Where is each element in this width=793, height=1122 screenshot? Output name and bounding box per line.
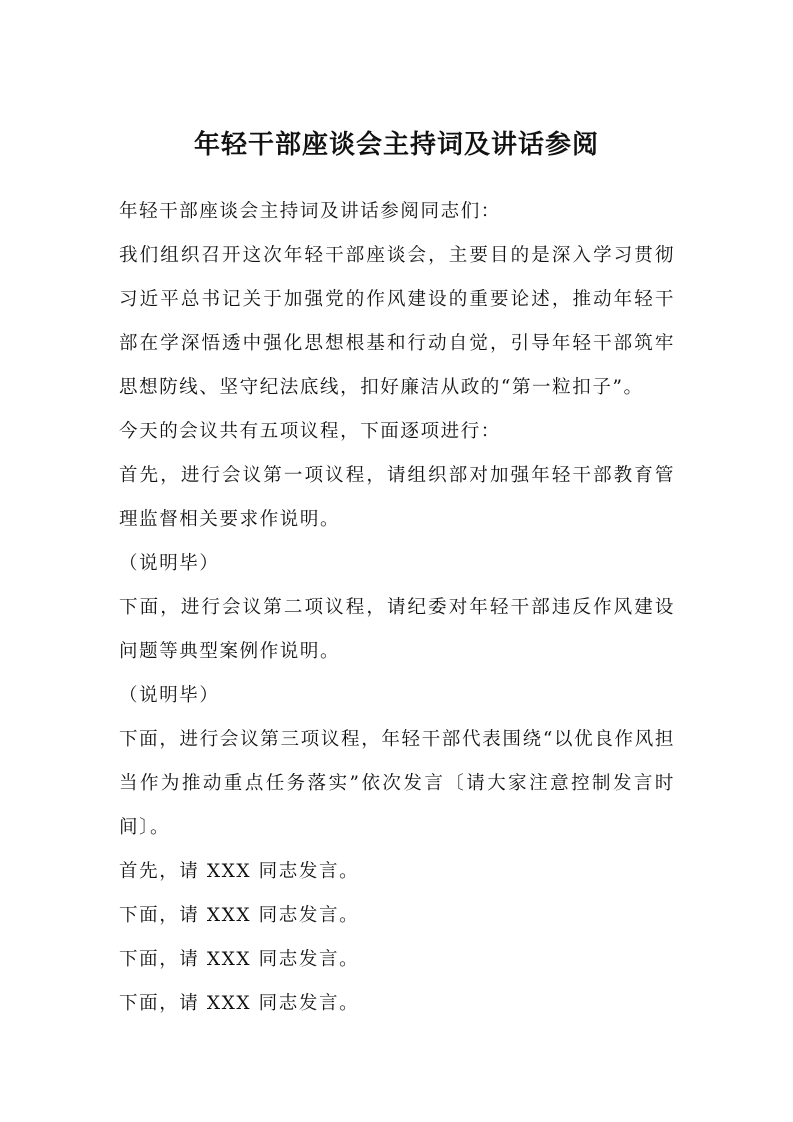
agenda-item-3-paragraph: 下面，进行会议第三项议程，年轻干部代表围绕“以优良作风担当作为推动重点任务落实”依次发言〔请大家注意控制发言时间〕。 [119, 729, 675, 838]
agenda-item-2-paragraph: 下面，进行会议第二项议程，请纪委对年轻干部违反作风建设问题等典型案例作说明。 [119, 597, 675, 662]
speaker-line: 下面，请 XXX 同志发言。 [119, 905, 360, 926]
speaker-line: 下面，请 XXX 同志发言。 [119, 993, 360, 1014]
purpose-paragraph: 我们组织召开这次年轻干部座谈会，主要目的是深入学习贯彻习近平总书记关于加强党的作风建设的重要论述，推动年轻干部在学深悟透中强化思想根基和行动自觉，引导年轻干部筑牢思想防线、坚守纪法底线，扣好廉洁从政的“第一粒扣子”。 [119, 245, 675, 398]
greeting-paragraph: 年轻干部座谈会主持词及讲话参阅同志们： [119, 201, 501, 222]
explanation-done-note: （说明毕） [119, 685, 220, 706]
document-body [119, 190, 675, 1026]
explanation-done-note: （说明毕） [119, 553, 220, 574]
speaker-line: 下面，请 XXX 同志发言。 [119, 949, 360, 970]
speaker-line: 首先，请 XXX 同志发言。 [119, 861, 360, 882]
agenda-item-1-paragraph: 首先，进行会议第一项议程，请组织部对加强年轻干部教育管理监督相关要求作说明。 [119, 465, 675, 530]
document-title: 年轻干部座谈会主持词及讲话参阅 [193, 130, 599, 160]
agenda-intro-paragraph: 今天的会议共有五项议程，下面逐项进行： [119, 421, 501, 442]
